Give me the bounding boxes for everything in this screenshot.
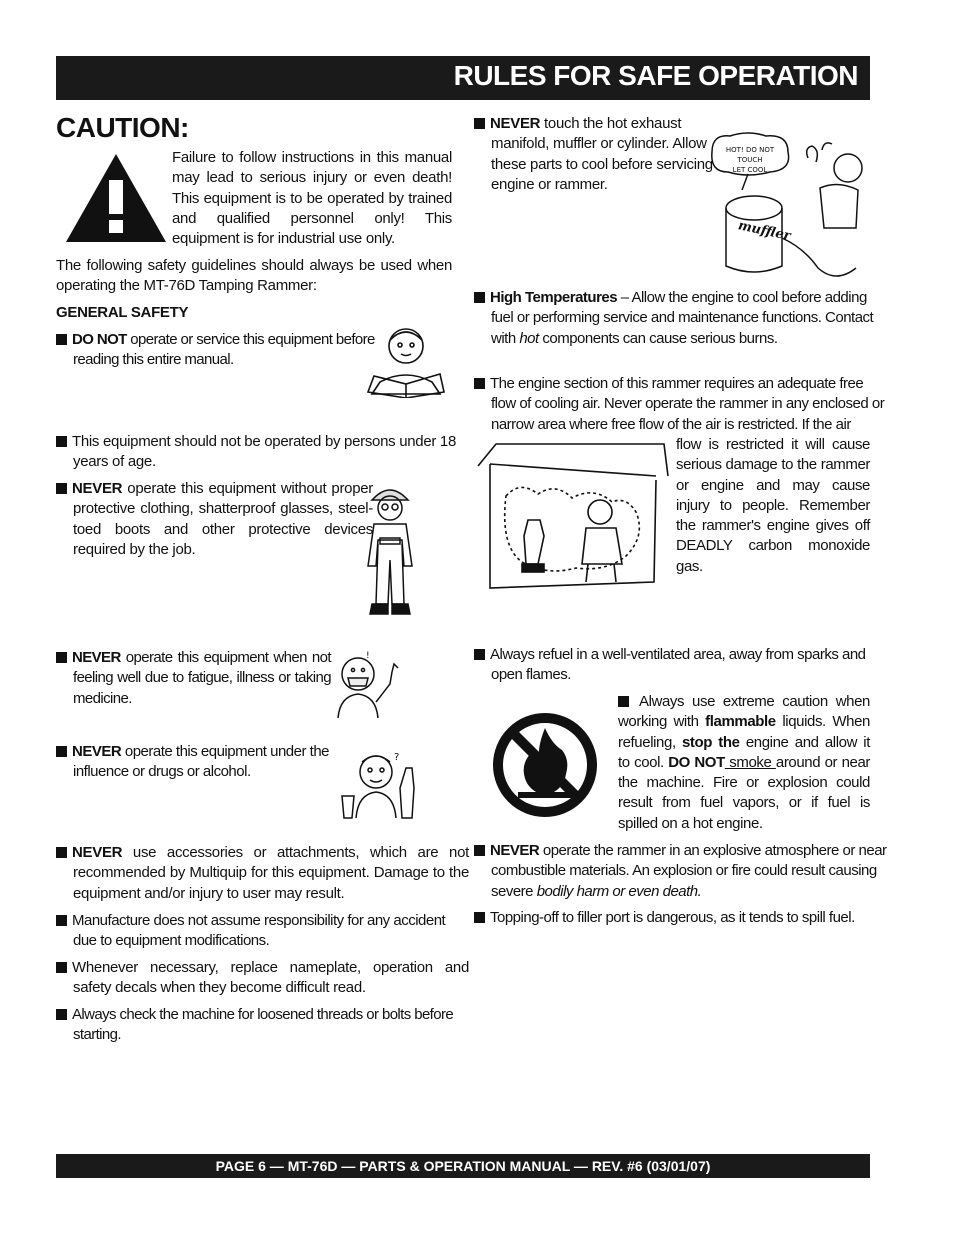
hot-sign-line2: TOUCH [737, 156, 763, 164]
high-temperatures-item [474, 288, 887, 349]
high-temperatures-text: – Allow the engine to cool before adding fuel or performing service and maintenance functions. Contact with [491, 289, 874, 347]
svg-text:!: ! [366, 651, 370, 661]
page-footer: PAGE 6 — MT-76D — PARTS & OPERATION MANUAL — REV. #6 (03/01/07) [56, 1154, 870, 1178]
reading-manual-illustration [360, 324, 450, 398]
caution-text-c: engine and allow it to cool. [618, 733, 870, 771]
caution-heading: CAUTION: [56, 112, 189, 143]
drugs-text: operate this equipment under the influence or drugs or alcohol. [73, 743, 330, 781]
caution-text-b: liquids. When refueling, [618, 713, 870, 751]
never-label: NEVER [72, 649, 121, 666]
under-18-item [56, 432, 469, 473]
airflow-continued: flow is restricted it will cause serious damage to the rammer or engine and may cause injury to people. Remember the rammer's engine gives off DEADLY carbon monoxide gas. [676, 436, 870, 575]
hot-exhaust-item [474, 114, 725, 195]
never-label: NEVER [490, 842, 540, 859]
bullet-icon [474, 292, 485, 303]
decals-item [56, 958, 469, 999]
bullet-icon [56, 847, 67, 858]
intoxicated-person-illustration [330, 748, 424, 820]
bullet-icon [56, 436, 67, 447]
stop-the-word: stop the [681, 733, 740, 751]
bullet-icon [56, 1009, 67, 1020]
hot-sign-line3: LET COOL [732, 166, 768, 174]
hot-exhaust-text: touch the hot exhaust manifold, muffler or cylinder. Allow these parts to cool before servicing engine or rammer. [491, 115, 713, 193]
refuel-text: Always refuel in a well-ventilated area, away from sparks and open flames. [490, 646, 866, 684]
threads-text: Always check the machine for loosened threads or bolts before starting. [72, 1006, 454, 1044]
never-label: NEVER [72, 743, 122, 760]
bullet-icon [56, 915, 67, 926]
modifications-text: Manufacture does not assume responsibility for any accident due to equipment modifications. [72, 912, 446, 950]
page-title: RULES FOR SAFE OPERATION [453, 60, 858, 91]
ppe-item [56, 479, 373, 560]
bullet-icon [474, 118, 485, 129]
svg-text:?: ? [394, 752, 400, 763]
bullet-icon [56, 652, 67, 663]
explosive-atmosphere-item [474, 841, 887, 902]
header-banner [56, 56, 870, 100]
bullet-icon [474, 378, 485, 389]
bullet-icon [618, 696, 629, 707]
bullet-icon [474, 649, 485, 660]
modifications-item [56, 911, 469, 952]
explosive-text: operate the rammer in an explosive atmosphere or near combustible materials. An explosion or fire could result causing severe [491, 842, 887, 900]
refuel-item [474, 645, 887, 686]
enclosed-area-illustration [476, 436, 670, 596]
warning-triangle-icon [64, 152, 168, 244]
hot-sign-line1: HOT! DO NOT [725, 146, 775, 154]
sick-person-illustration [328, 646, 408, 720]
under-18-text: This equipment should not be operated by persons under 18 years of age. [72, 433, 457, 471]
fatigue-item [56, 648, 331, 709]
caution-text-d: around or near the machine. Fire or explosion could result from fuel vapors, or if fuel is spilled on a hot engine. [618, 753, 870, 832]
caution-warning-text: Failure to follow instructions in this manual may lead to serious injury or even death! This equipment is to be operated by trained and qualified personnel only! This equipment is for industrial use only. [172, 149, 452, 248]
airflow-text: The engine section of this rammer requires an adequate free flow of cooling air. Never operate the rammer in any enclosed or narrow area where free flow of the air is restricted. If the air [490, 375, 885, 433]
hot-word: hot [519, 329, 539, 347]
general-safety-heading: GENERAL SAFETY [56, 304, 189, 321]
airflow-item [474, 374, 887, 435]
smoke-word: smoke [724, 753, 776, 771]
do-not-operate-item [56, 330, 395, 371]
caution-intro: The following safety guidelines should always be used when operating the MT-76D Tamping Rammer: [56, 257, 452, 295]
bullet-icon [474, 845, 485, 856]
never-label: NEVER [72, 844, 123, 861]
threads-item [56, 1005, 469, 1046]
drugs-item [56, 742, 349, 783]
bullet-icon [56, 746, 67, 757]
accessories-item [56, 843, 469, 904]
never-label: NEVER [72, 480, 123, 497]
decals-text: Whenever necessary, replace nameplate, operation and safety decals when they become difficult read. [72, 959, 469, 997]
do-not-label: DO NOT [72, 331, 127, 348]
topping-off-item [474, 908, 891, 928]
hot-muffler-illustration [708, 128, 868, 284]
muffler-label: muffler [736, 218, 792, 244]
bullet-icon [56, 962, 67, 973]
never-label: NEVER [490, 115, 541, 132]
no-open-flame-icon [490, 710, 600, 820]
explosive-italic-text: bodily harm or even death. [536, 882, 702, 900]
topping-off-text: Topping-off to filler port is dangerous, as it tends to spill fuel. [490, 909, 855, 926]
flammable-word: flammable [705, 713, 776, 731]
bullet-icon [56, 334, 67, 345]
extreme-caution-item [618, 692, 870, 834]
fatigue-text: operate this equipment when not feeling well due to fatigue, illness or taking medicine. [73, 649, 331, 707]
high-temperatures-label: High Temperatures [490, 289, 618, 306]
do-not-text: operate or service this equipment before reading this entire manual. [73, 331, 375, 369]
bullet-icon [56, 483, 67, 494]
accessories-text: use accessories or attachments, which are not recommended by Multiquip for this equipment. Damage to the equipment and/or injury to user may result. [73, 844, 469, 902]
caution-text-a: Always use extreme caution when working with [618, 693, 870, 731]
worker-ppe-illustration [358, 480, 422, 618]
ppe-text: operate this equipment without proper protective clothing, shatterproof glasses, steel-toed boots and other protective devices required by the job. [73, 480, 373, 558]
do-not-word: DO NOT [668, 753, 725, 771]
bullet-icon [474, 912, 485, 923]
high-temperatures-text-end: components can cause serious burns. [538, 329, 778, 347]
